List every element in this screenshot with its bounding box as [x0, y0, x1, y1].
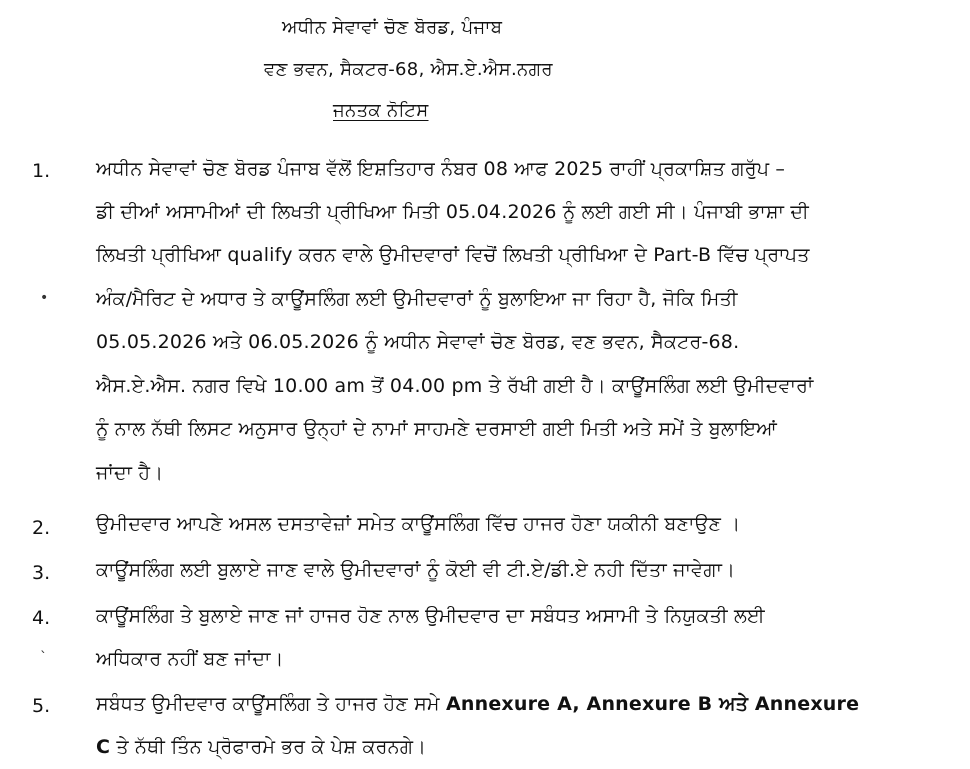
item-1-line-8: ਜਾਂਦਾ ਹੈ।: [96, 462, 164, 484]
item-5-text-end: ਤੇ ਨੱਥੀ ਤਿੰਨ ਪ੍ਰੋਫਾਰਮੇ ਭਰ ਕੇ ਪੇਸ਼ ਕਰਨਗੇ।: [110, 736, 427, 758]
item-number: 5.: [32, 695, 51, 717]
item-1-line-5: 05.05.2026 ਅਤੇ 06.05.2026 ਨੂੰ ਅਧੀਨ ਸੇਵਾਵਾਂ ਚੋਣ ਬੋਰਡ, ਵਣ ਭਵਨ, ਸੈਕਟਰ-68.: [96, 331, 740, 353]
header-org: ਅਧੀਨ ਸੇਵਾਵਾਂ ਚੋਣ ਬੋਰਡ, ਪੰਜਾਬ: [282, 17, 503, 38]
item-5-text: ਸਬੰਧਤ ਉਮੀਦਵਾਰ ਕਾਊਂਸਲਿੰਗ ਤੇ ਹਾਜਰ ਹੋਣ ਸਮੇ: [96, 693, 446, 715]
scan-mark: •: [40, 290, 49, 306]
annexure-a-b: Annexure A, Annexure B: [445, 693, 713, 715]
item-number: 4.: [32, 607, 51, 629]
item-1-line-4: ਅੰਕ/ਮੈਰਿਟ ਦੇ ਅਧਾਰ ਤੇ ਕਾਊਂਸਲਿੰਗ ਲਈ ਉਮੀਦਵਾਰਾਂ ਨੂੰ ਬੁਲਾਇਆ ਜਾ ਰਿਹਾ ਹੈ, ਜੋਕਿ ਮਿਤੀ: [96, 288, 738, 310]
annexure-c-letter: C: [96, 736, 111, 758]
item-number: 1.: [32, 160, 51, 182]
notice-title: ਜਨਤਕ ਨੋਟਿਸ: [333, 100, 429, 121]
item-1-line-1: ਅਧੀਨ ਸੇਵਾਵਾਂ ਚੋਣ ਬੋਰਡ ਪੰਜਾਬ ਵੱਲੋਂ ਇਸ਼ਤਿਹਾਰ ਨੰਬਰ 08 ਆਫ 2025 ਰਾਹੀਂ ਪ੍ਰਕਾਸ਼ਿਤ ਗਰੁੱਪ –: [96, 158, 786, 180]
item-number: 3.: [32, 562, 51, 584]
item-1-line-3: ਲਿਖਤੀ ਪ੍ਰੀਖਿਆ qualify ਕਰਨ ਵਾਲੇ ਉਮੀਦਵਾਰਾਂ ਵਿਚੋਂ ਲਿਖਤੀ ਪ੍ਰੀਖਿਆ ਦੇ Part-B ਵਿੱਚ ਪ੍ਰਾਪਤ: [96, 244, 810, 266]
header-address: ਵਣ ਭਵਨ, ਸੈਕਟਰ-68, ਐਸ.ਏ.ਐਸ.ਨਗਰ: [264, 59, 553, 80]
item-5-line-2: [96, 736, 426, 758]
item-3-line-1: ਕਾਊਂਸਲਿੰਗ ਲਈ ਬੁਲਾਏ ਜਾਣ ਵਾਲੇ ਉਮੀਦਵਾਰਾਂ ਨੂੰ ਕੋਈ ਵੀ ਟੀ.ਏ/ਡੀ.ਏ ਨਹੀ ਦਿੱਤਾ ਜਾਵੇਗਾ।: [96, 559, 736, 581]
item-number: 2.: [32, 517, 51, 539]
scan-mark: ˋ: [40, 650, 47, 666]
item-5-line-1: [96, 693, 859, 715]
item-2-line-1: ਉਮੀਦਵਾਰ ਆਪਣੇ ਅਸਲ ਦਸਤਾਵੇਜ਼ਾਂ ਸਮੇਤ ਕਾਊਂਸਲਿੰਗ ਵਿੱਚ ਹਾਜਰ ਹੋਣਾ ਯਕੀਨੀ ਬਣਾਉਣ ।: [96, 513, 741, 535]
item-1-line-2: ਡੀ ਦੀਆਂ ਅਸਾਮੀਆਂ ਦੀ ਲਿਖਤੀ ਪ੍ਰੀਖਿਆ ਮਿਤੀ 05.04.2026 ਨੂੰ ਲਈ ਗਈ ਸੀ। ਪੰਜਾਬੀ ਭਾਸ਼ਾ ਦੀ: [96, 201, 809, 223]
and-word: ਅਤੇ: [712, 693, 755, 715]
item-1-line-6: ਐਸ.ਏ.ਐਸ. ਨਗਰ ਵਿਖੇ 10.00 am ਤੋਂ 04.00 pm ਤੇ ਰੱਖੀ ਗਈ ਹੈ। ਕਾਊਂਸਲਿੰਗ ਲਈ ਉਮੀਦਵਾਰਾਂ: [96, 375, 814, 397]
item-4-line-1: ਕਾਊਂਸਲਿੰਗ ਤੇ ਬੁਲਾਏ ਜਾਣ ਜਾਂ ਹਾਜਰ ਹੋਣ ਨਾਲ ਉਮੀਦਵਾਰ ਦਾ ਸਬੰਧਤ ਅਸਾਮੀ ਤੇ ਨਿਯੁਕਤੀ ਲਈ: [96, 605, 765, 627]
item-1-line-7: ਨੂੰ ਨਾਲ ਨੱਥੀ ਲਿਸਟ ਅਨੁਸਾਰ ਉਨ੍ਹਾਂ ਦੇ ਨਾਮਾਂ ਸਾਹਮਣੇ ਦਰਸਾਈ ਗਈ ਮਿਤੀ ਅਤੇ ਸਮੇਂ ਤੇ ਬੁਲਾਇਆਂ: [96, 418, 778, 440]
annexure-c-start: Annexure: [754, 693, 860, 715]
item-4-line-2: ਅਧਿਕਾਰ ਨਹੀਂ ਬਣ ਜਾਂਦਾ।: [96, 648, 284, 670]
